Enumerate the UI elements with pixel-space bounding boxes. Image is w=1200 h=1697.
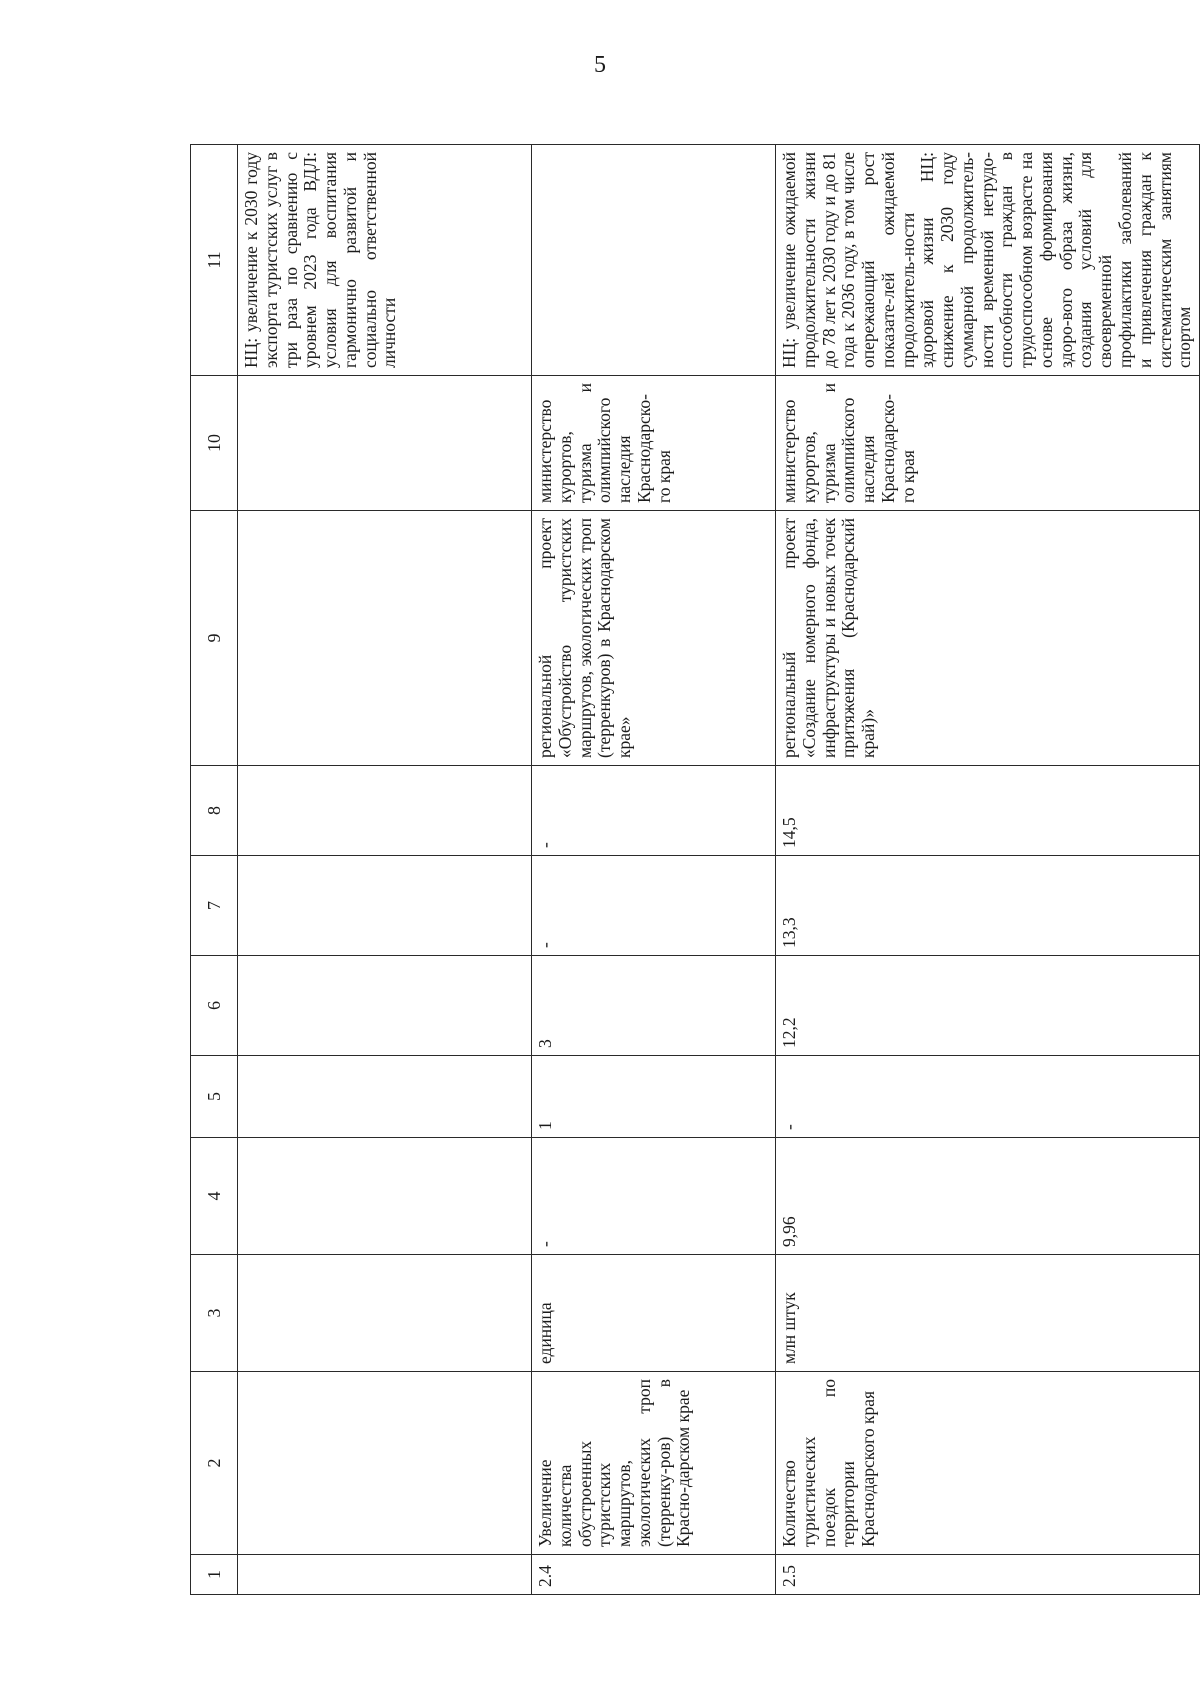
cell-project [238, 511, 532, 766]
cell-project: региональной проект «Обустройство туристских маршрутов, экологических троп (терренкуров) в Краснодарском крае» [532, 511, 776, 766]
cell-unit [238, 1255, 532, 1372]
indicators-table [190, 144, 1200, 1595]
col-header-7: 7 [191, 856, 238, 956]
cell-value-4: - [532, 1138, 776, 1255]
cell-value-7 [238, 856, 532, 956]
table-row [532, 145, 776, 1595]
cell-indicator [238, 1372, 532, 1555]
cell-responsible: министерство курортов, туризма и олимпийского наследия Краснодарско-го края [776, 376, 1200, 511]
cell-goals: НЦ: увеличение к 2030 году экспорта туристских услуг в три раза по сравнению с уровнем 2023 года ВДЛ: условия для воспитания гармонично развитой и социально ответственной личности [238, 145, 532, 376]
cell-responsible: министерство курортов, туризма и олимпийского наследия Краснодарско-го края [532, 376, 776, 511]
rotated-table-container [190, 145, 1195, 1595]
cell-value-8: 14,5 [776, 766, 1200, 856]
col-header-2: 2 [191, 1372, 238, 1555]
cell-goals [532, 145, 776, 376]
cell-value-6: 12,2 [776, 956, 1200, 1056]
col-header-1: 1 [191, 1555, 238, 1595]
col-header-5: 5 [191, 1056, 238, 1138]
cell-unit: млн штук [776, 1255, 1200, 1372]
col-header-11: 11 [191, 145, 238, 376]
col-header-4: 4 [191, 1138, 238, 1255]
cell-value-8: - [532, 766, 776, 856]
cell-number: 2.5 [776, 1555, 1200, 1595]
cell-responsible [238, 376, 532, 511]
cell-indicator: Количество туристических поездок по территории Краснодарского края [776, 1372, 1200, 1555]
cell-indicator: Увеличение количества обустроенных туристских маршрутов, экологических троп (терренку-ров) в Красно-дарском крае [532, 1372, 776, 1555]
table-row [238, 145, 532, 1595]
cell-value-7: - [532, 856, 776, 956]
cell-number [238, 1555, 532, 1595]
cell-value-8 [238, 766, 532, 856]
cell-value-5 [238, 1056, 532, 1138]
cell-goals: НЦ: увеличение ожидаемой продолжительности жизни до 78 лет к 2030 году и до 81 года к 2036 году, в том числе опережающий рост показате-лей ожидаемой продолжитель-ности здоровой жизни НЦ: снижение к 2030 году суммарной продолжитель-ности временной нетрудо-способности граждан в трудоспособном возрасте на основе формирования здоро-вого образа жизни, создания условий для своевременной профилактики заболеваний и привлечения граждан к систематическим занятиям спортом [776, 145, 1200, 376]
cell-value-5: 1 [532, 1056, 776, 1138]
col-header-8: 8 [191, 766, 238, 856]
cell-value-4 [238, 1138, 532, 1255]
table-row [776, 145, 1200, 1595]
cell-value-5: - [776, 1056, 1200, 1138]
cell-value-6: 3 [532, 956, 776, 1056]
page-number: 5 [594, 52, 606, 78]
col-header-9: 9 [191, 511, 238, 766]
cell-value-6 [238, 956, 532, 1056]
col-header-3: 3 [191, 1255, 238, 1372]
cell-value-7: 13,3 [776, 856, 1200, 956]
cell-project: региональный проект «Создание номерного фонда, инфраструктуры и новых точек притяжения (Краснодарский край)» [776, 511, 1200, 766]
cell-unit: единица [532, 1255, 776, 1372]
col-header-6: 6 [191, 956, 238, 1056]
col-header-10: 10 [191, 376, 238, 511]
header-row [191, 145, 238, 1595]
cell-number: 2.4 [532, 1555, 776, 1595]
cell-value-4: 9,96 [776, 1138, 1200, 1255]
